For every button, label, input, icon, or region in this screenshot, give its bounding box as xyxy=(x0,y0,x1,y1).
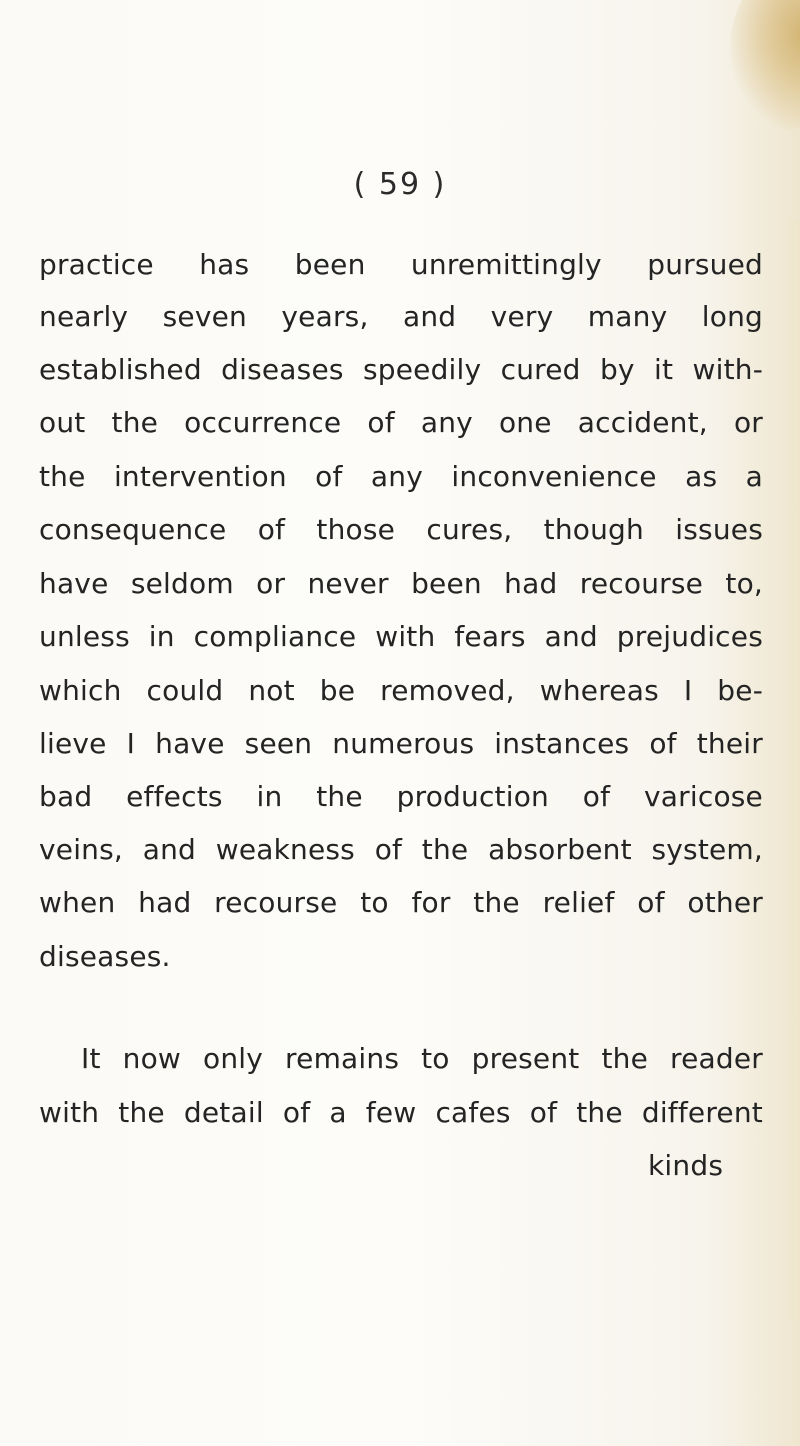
catchword: kinds xyxy=(648,1149,724,1182)
paragraph2-line-1: It now only remains to present the reader xyxy=(81,1042,763,1075)
body-line-8: unless in compliance with fears and prejudices xyxy=(39,620,763,653)
body-line-12: veins, and weakness of the absorbent system, xyxy=(39,833,763,866)
body-line-2: nearly seven years, and very many long xyxy=(39,300,763,333)
body-line-6: consequence of those cures, though issues xyxy=(39,513,763,546)
body-line-9: which could not be removed, whereas I be- xyxy=(39,674,763,707)
page-edge-discoloration xyxy=(785,220,800,1320)
paragraph2-line-2: with the detail of a few cafes of the different xyxy=(39,1096,763,1129)
body-line-7: have seldom or never been had recourse to, xyxy=(39,567,763,600)
page-number: ( 59 ) xyxy=(353,167,447,202)
body-line-5: the intervention of any inconvenience as a xyxy=(39,460,763,493)
age-stain xyxy=(730,0,800,130)
body-line-14: diseases. xyxy=(39,940,171,973)
body-line-3: established diseases speedily cured by it with- xyxy=(39,353,763,386)
body-line-1: practice has been unremittingly pursued xyxy=(39,248,763,281)
body-line-4: out the occurrence of any one accident, or xyxy=(39,406,763,439)
body-line-13: when had recourse to for the relief of other xyxy=(39,886,763,919)
body-line-11: bad effects in the production of varicose xyxy=(39,780,763,813)
body-line-10: lieve I have seen numerous instances of their xyxy=(39,727,763,760)
